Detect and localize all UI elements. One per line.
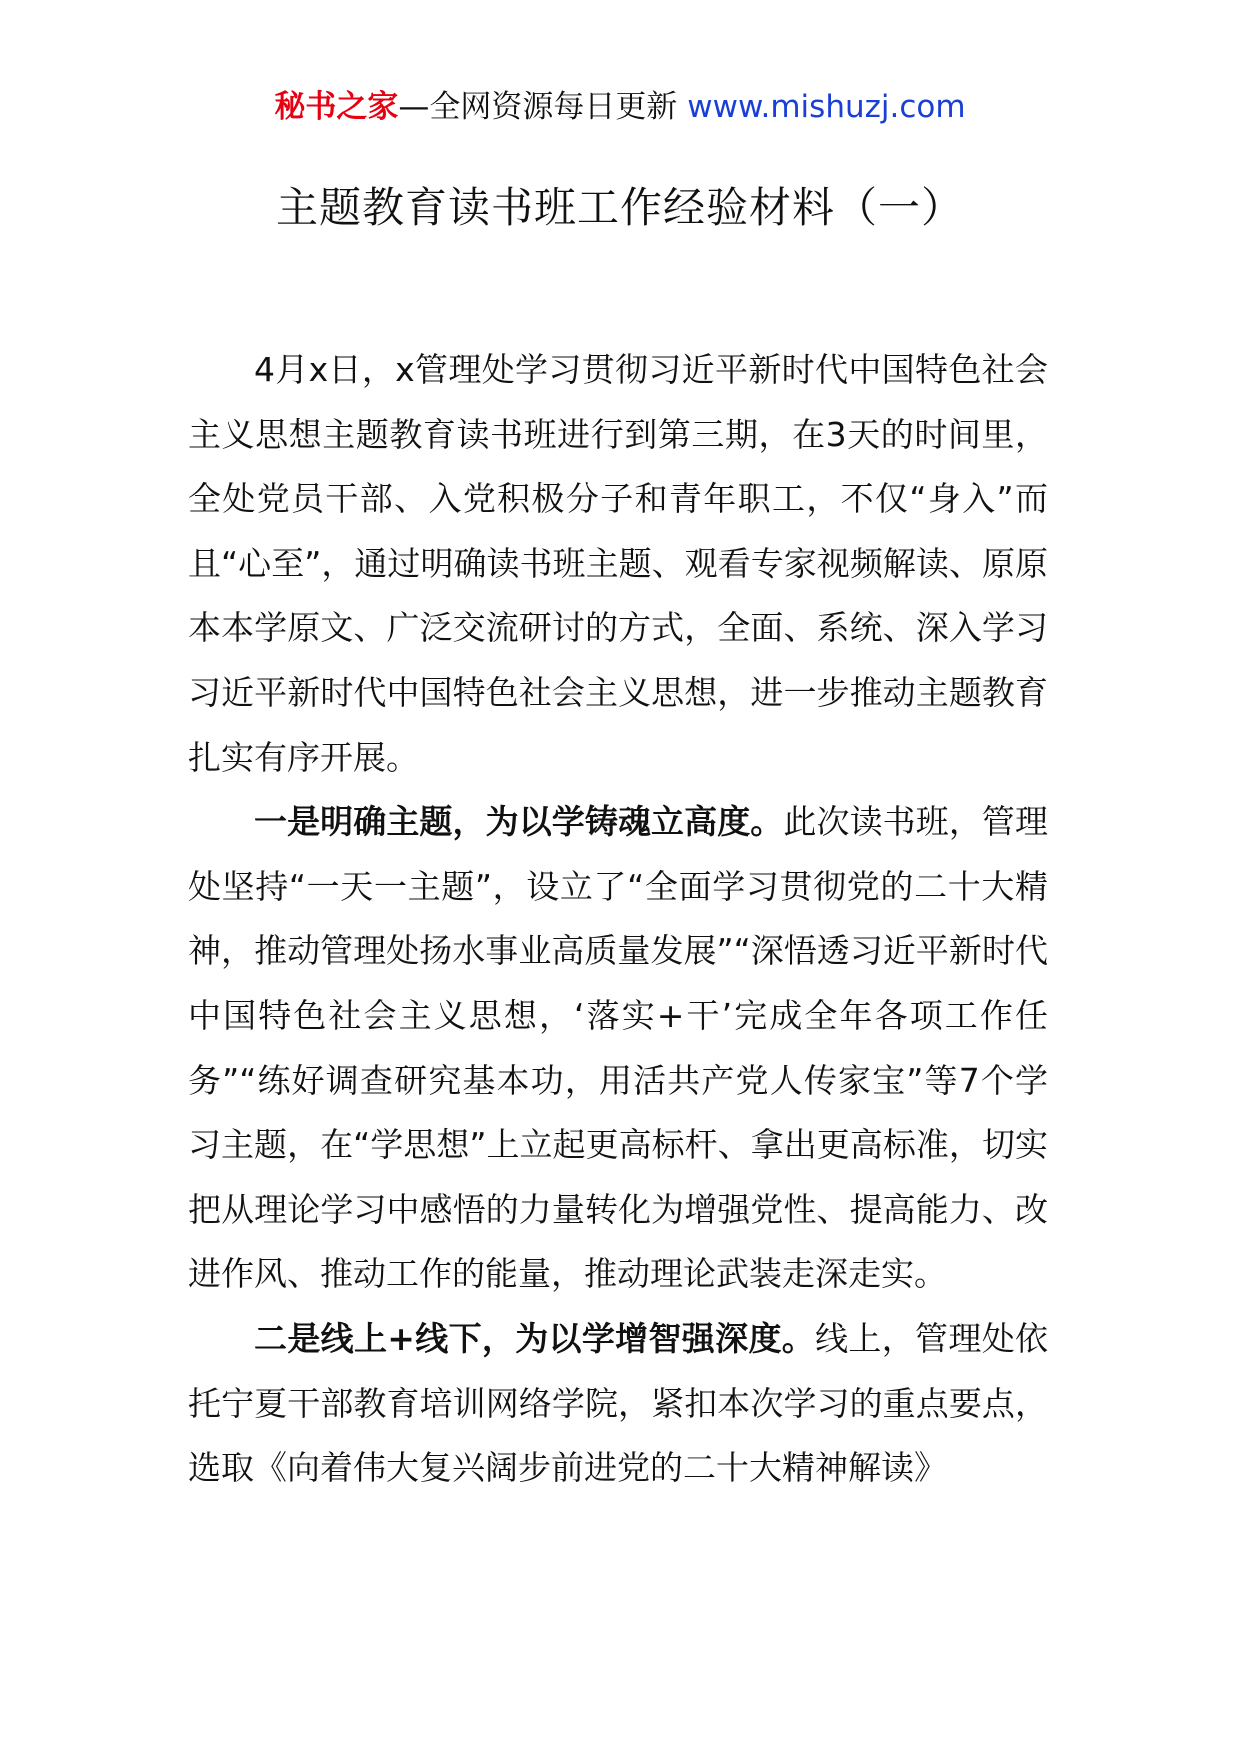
document-body bbox=[188, 338, 1048, 1501]
paragraph-text: 4月x日，x管理处学习贯彻习近平新时代中国特色社会主义思想主题教育读书班进行到第三期，在3天的时间里，全处党员干部、入党积极分子和青年职工，不仅“身入”而且“心至”，通过明确读书班主题、观看专家视频解读、原原本本学原文、广泛交流研讨的方式，全面、系统、深入学习习近平新时代中国特色社会主义思想，进一步推动主题教育扎实有序开展。 bbox=[188, 350, 1048, 777]
site-tagline: —全网资源每日更新 bbox=[398, 89, 678, 125]
site-banner bbox=[0, 86, 1240, 128]
paragraph-point-two bbox=[188, 1307, 1048, 1501]
paragraph-text: 线上，管理处依托宁夏干部教育培训网络学院，紧扣本次学习的重点要点，选取《向着伟大复兴阔步前进党的二十大精神解读》 bbox=[188, 1318, 1049, 1488]
site-url-link[interactable]: www.mishuzj.com bbox=[687, 89, 966, 125]
paragraph-lead: 二是线上+线下，为以学增智强深度。 bbox=[254, 1318, 816, 1358]
site-brand: 秘书之家 bbox=[274, 89, 399, 125]
paragraph-point-one bbox=[188, 790, 1048, 1307]
document-title: 主题教育读书班工作经验材料（一） bbox=[275, 183, 964, 232]
paragraph-intro bbox=[188, 338, 1048, 790]
paragraph-lead: 一是明确主题，为以学铸魂立高度。 bbox=[254, 802, 784, 842]
paragraph-text: 此次读书班，管理处坚持“一天一主题”，设立了“全面学习贯彻党的二十大精神，推动管理处扬水事业高质量发展”“深悟透习近平新时代中国特色社会主义思想，‘落实+干’完成全年各项工作任务”“练好调查研究基本功，用活共产党人传家宝”等7个学习主题，在“学思想”上立起更高标杆、拿出更高标准，切实把从理论学习中感悟的力量转化为增强党性、提高能力、改进作风、推动工作的能量，推动理论武装走深走实。 bbox=[188, 802, 1049, 1294]
